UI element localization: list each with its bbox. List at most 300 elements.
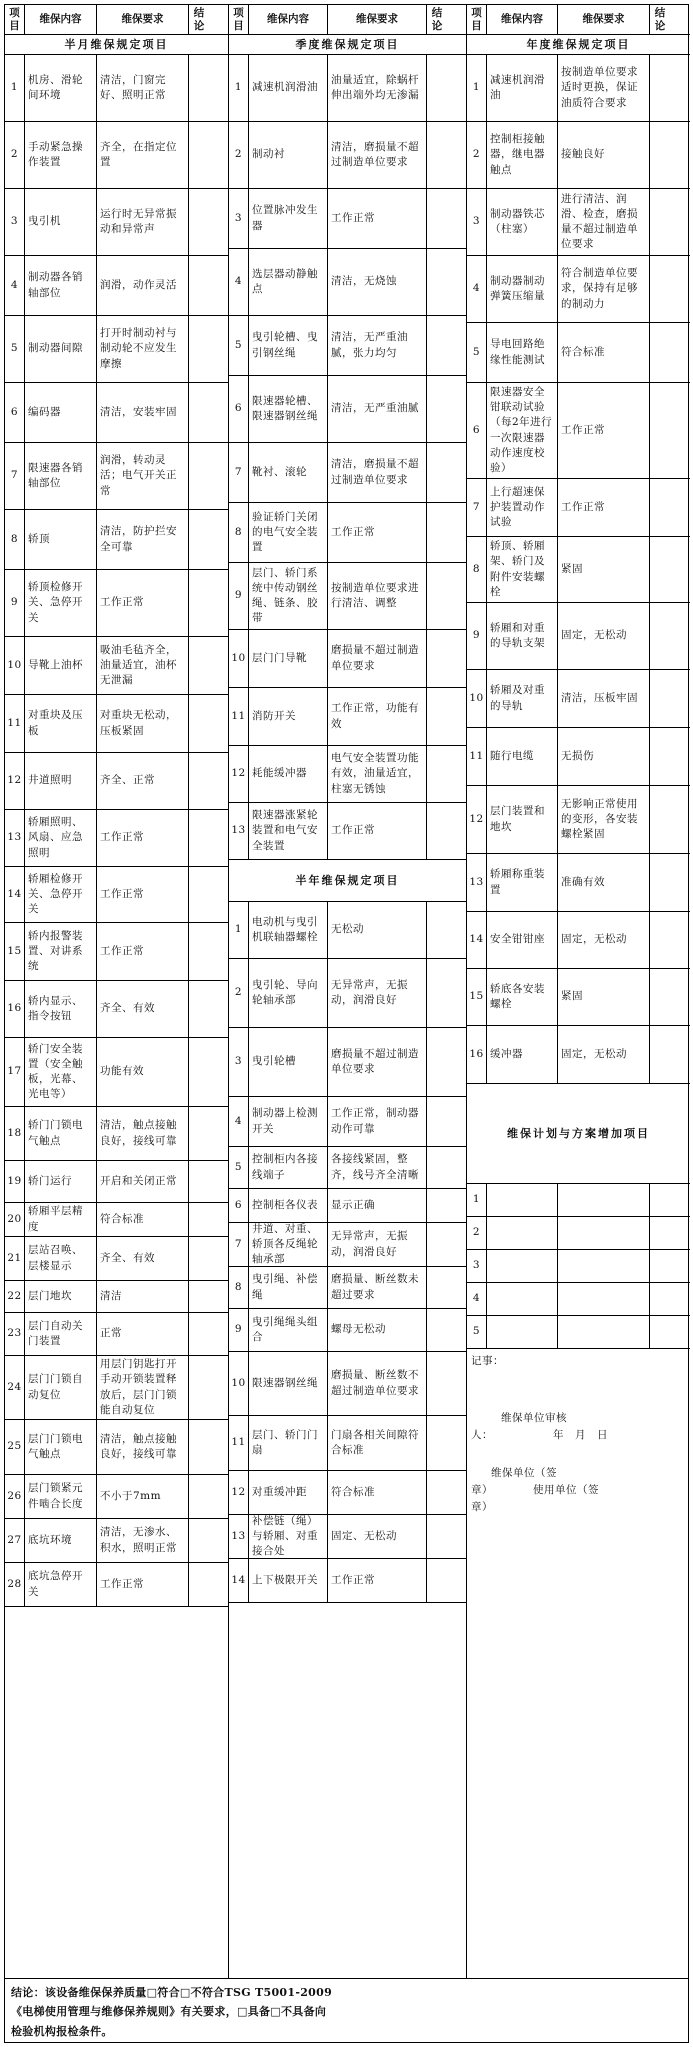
table-row: [467, 728, 690, 786]
item-conclusion[interactable]: [650, 55, 670, 121]
item-requirement: [558, 1250, 650, 1282]
item-number: 18: [5, 1107, 25, 1160]
item-conclusion[interactable]: [427, 959, 447, 1027]
item-requirement: 无损伤: [558, 728, 650, 785]
quarter-half-year-column: [229, 5, 467, 1978]
item-conclusion[interactable]: [427, 1515, 447, 1558]
table-row: [229, 746, 466, 803]
item-number: 13: [467, 854, 487, 911]
section-title: [467, 35, 690, 55]
item-conclusion[interactable]: [427, 688, 447, 745]
item-conclusion[interactable]: [189, 1038, 209, 1106]
item-content: 轿门运行: [25, 1161, 97, 1202]
item-requirement: 齐全、正常: [97, 753, 189, 809]
item-number: 6: [229, 376, 249, 442]
item-requirement: 进行清洁、润滑、检查，磨损量不超过制造单位要求: [558, 189, 650, 255]
item-conclusion[interactable]: [189, 810, 209, 866]
section-title-text: 半年维保规定项目: [295, 873, 400, 887]
item-requirement: 清洁，门窗完好、照明正常: [97, 55, 189, 121]
item-conclusion[interactable]: [650, 854, 670, 911]
item-content: 靴衬、滚轮: [249, 443, 328, 502]
item-conclusion[interactable]: [189, 570, 209, 636]
item-requirement: 电气安全装置功能有效，油量适宜，柱塞无锈蚀: [328, 746, 427, 802]
item-content: 限速器安全钳联动试验（每2年进行一次限速器动作速度校验）: [487, 383, 558, 478]
item-conclusion[interactable]: [189, 122, 209, 188]
item-requirement: 准确有效: [558, 854, 650, 911]
item-conclusion[interactable]: [427, 503, 447, 562]
item-content: 制动器各销轴部位: [25, 256, 97, 315]
table-row: [229, 249, 466, 316]
item-requirement: 显示正确: [328, 1189, 427, 1222]
item-number: 28: [5, 1563, 25, 1606]
item-content: 曳引轮槽、曳引钢丝绳: [249, 316, 328, 375]
item-conclusion[interactable]: [650, 537, 670, 602]
table-row: [5, 753, 228, 810]
table-row: [467, 1026, 690, 1084]
item-content: 层站召唤、层楼显示: [25, 1237, 97, 1280]
item-requirement: [558, 1316, 650, 1348]
table-row: [229, 1189, 466, 1223]
conclusion-line-1: 结论：该设备维保保养质量□符合□不符合TSG T5001-2009: [11, 1986, 333, 1999]
item-number: 11: [467, 728, 487, 785]
item-requirement: [558, 1283, 650, 1315]
item-content: 选层器动静触点: [249, 249, 328, 315]
item-conclusion[interactable]: [189, 1519, 209, 1562]
item-number: 8: [467, 537, 487, 602]
item-conclusion[interactable]: [189, 753, 209, 809]
conclusion-line-2: 《电梯使用管理与维修保养规则》有关要求，□具备□不具备向: [11, 2005, 327, 2019]
item-number: 11: [229, 1416, 249, 1470]
item-number: 12: [229, 746, 249, 802]
table-row: [5, 189, 228, 256]
item-conclusion[interactable]: [189, 695, 209, 752]
item-content: 轿厢照明、风扇、应急照明: [25, 810, 97, 866]
item-content: 上行超速保护装置动作试验: [487, 479, 558, 536]
table-row: [5, 810, 228, 867]
table-row: [229, 1309, 466, 1352]
item-conclusion[interactable]: [650, 728, 670, 785]
item-requirement: 工作正常: [558, 479, 650, 536]
item-number: 14: [229, 1559, 249, 1602]
item-content: 导靴上油杯: [25, 637, 97, 694]
item-requirement: 符合标准: [328, 1471, 427, 1514]
item-content: 井道照明: [25, 753, 97, 809]
item-number: 6: [229, 1189, 249, 1222]
item-content: 层门地坎: [25, 1281, 97, 1312]
conclusion-line-3: 检验机构报检条件。: [11, 2024, 113, 2038]
item-conclusion[interactable]: [427, 1309, 447, 1351]
item-content: 安全钳钳座: [487, 912, 558, 968]
item-conclusion[interactable]: [650, 1026, 670, 1083]
item-conclusion[interactable]: [189, 510, 209, 569]
item-number: 3: [467, 189, 487, 255]
item-conclusion[interactable]: [650, 323, 670, 382]
item-conclusion[interactable]: [427, 443, 447, 502]
table-row: [229, 1515, 466, 1559]
item-content: 消防开关: [249, 688, 328, 745]
item-requirement: 用层门钥匙打开手动开锁装置释放后，层门门锁能自动复位: [97, 1356, 189, 1419]
item-number: 7: [229, 443, 249, 502]
item-conclusion[interactable]: [427, 630, 447, 687]
table-row: [5, 1313, 228, 1356]
item-conclusion[interactable]: [189, 1161, 209, 1202]
item-content: 控制柜内各接线端子: [249, 1147, 328, 1188]
item-requirement: 开启和关闭正常: [97, 1161, 189, 1202]
item-conclusion[interactable]: [650, 1316, 670, 1348]
item-requirement: 工作正常: [328, 1559, 427, 1602]
item-requirement: 清洁，无严重油腻: [328, 376, 427, 442]
section-title-text: 年度维保规定项目: [526, 37, 631, 51]
item-conclusion[interactable]: [427, 1471, 447, 1514]
table-row: [467, 189, 690, 256]
item-requirement: 工作正常，制动器动作可靠: [328, 1097, 427, 1146]
item-conclusion[interactable]: [650, 603, 670, 669]
review-person: 人：: [471, 1428, 493, 1441]
table-row: [229, 902, 466, 959]
item-number: 27: [5, 1519, 25, 1562]
item-conclusion[interactable]: [427, 1189, 447, 1222]
item-content: 控制柜各仪表: [249, 1189, 328, 1222]
notes-area: [467, 1349, 690, 1978]
item-number: 8: [229, 1267, 249, 1308]
item-content: 上下极限开关: [249, 1559, 328, 1602]
item-number: 10: [5, 637, 25, 694]
use-unit-label: 使用单位（签: [533, 1484, 599, 1497]
item-requirement: 清洁，磨损量不超过制造单位要求: [328, 122, 427, 188]
table-row: [5, 1203, 228, 1237]
item-number: 8: [229, 503, 249, 562]
review-date: 年 月 日: [553, 1428, 608, 1441]
item-number: 24: [5, 1356, 25, 1419]
table-row: [229, 1028, 466, 1097]
item-conclusion[interactable]: [189, 1237, 209, 1280]
table-row: [5, 1107, 228, 1161]
item-requirement: 清洁，无渗水、积水，照明正常: [97, 1519, 189, 1562]
item-conclusion[interactable]: [427, 376, 447, 442]
item-number: 16: [467, 1026, 487, 1083]
item-requirement: 固定，无松动: [558, 912, 650, 968]
item-conclusion[interactable]: [650, 256, 670, 322]
item-number: 5: [229, 316, 249, 375]
item-conclusion[interactable]: [427, 1147, 447, 1188]
item-content: 轿底各安装螺栓: [487, 969, 558, 1025]
header-item: 项目: [229, 5, 249, 34]
item-requirement: 油量适宜，除蜗杆伸出端外均无渗漏: [328, 55, 427, 121]
item-conclusion[interactable]: [189, 637, 209, 694]
item-requirement: 紧固: [558, 537, 650, 602]
item-content: 耗能缓冲器: [249, 746, 328, 802]
item-conclusion[interactable]: [427, 1559, 447, 1602]
table-row: [467, 912, 690, 969]
table-row: [5, 637, 228, 695]
item-number: 1: [229, 902, 249, 958]
item-content: 补偿链（绳）与轿厢、对重接合处: [249, 1515, 328, 1558]
item-number: 2: [229, 959, 249, 1027]
item-requirement: 无影响正常使用的变形，各安装螺栓紧固: [558, 786, 650, 853]
item-conclusion[interactable]: [650, 1283, 670, 1315]
item-conclusion[interactable]: [427, 1028, 447, 1096]
header-conclusion: 结论: [654, 7, 666, 32]
item-conclusion[interactable]: [650, 122, 670, 188]
section-title: [229, 35, 466, 55]
table-row: [467, 323, 690, 383]
item-conclusion[interactable]: [650, 479, 670, 536]
table-row: [467, 603, 690, 670]
item-content: 轿顶、轿厢架、轿门及附件安装螺栓: [487, 537, 558, 602]
item-conclusion[interactable]: [427, 1267, 447, 1308]
item-requirement: 清洁，压板牢固: [558, 670, 650, 727]
item-number: 10: [467, 670, 487, 727]
item-conclusion[interactable]: [427, 746, 447, 802]
item-number: 19: [5, 1161, 25, 1202]
conclusion: [5, 1978, 688, 2044]
item-conclusion[interactable]: [189, 867, 209, 922]
table-row: [229, 376, 466, 443]
table-row: [229, 630, 466, 688]
item-requirement: 磨损量不超过制造单位要求: [328, 1028, 427, 1096]
item-conclusion[interactable]: [427, 1223, 447, 1266]
item-number: 2: [467, 1217, 487, 1249]
item-requirement: 清洁，防护拦安全可靠: [97, 510, 189, 569]
item-conclusion[interactable]: [427, 55, 447, 121]
item-conclusion[interactable]: [189, 923, 209, 980]
section-title: [5, 35, 228, 55]
item-number: 4: [467, 256, 487, 322]
table-row: [5, 1519, 228, 1563]
item-requirement: 工作正常: [97, 570, 189, 636]
table-row: [467, 1184, 690, 1217]
item-conclusion[interactable]: [189, 1203, 209, 1236]
item-number: 8: [5, 510, 25, 569]
item-number: 20: [5, 1203, 25, 1236]
item-number: 2: [5, 122, 25, 188]
item-content: 手动紧急操作装置: [25, 122, 97, 188]
table-row: [5, 510, 228, 570]
item-requirement: 工作正常: [97, 867, 189, 922]
item-number: 3: [229, 1028, 249, 1096]
item-conclusion[interactable]: [189, 1107, 209, 1160]
item-conclusion[interactable]: [189, 316, 209, 382]
header-row: [229, 5, 466, 35]
item-requirement: 润滑，动作灵活: [97, 256, 189, 315]
item-content: 轿内报警装置、对讲系统: [25, 923, 97, 980]
header-row: [467, 5, 690, 35]
item-content: 缓冲器: [487, 1026, 558, 1083]
item-requirement: 按制造单位要求适时更换，保证油质符合要求: [558, 55, 650, 121]
table-row: [5, 443, 228, 510]
sign-seal-2: 章）: [471, 1500, 493, 1513]
item-number: 3: [467, 1250, 487, 1282]
item-number: 12: [467, 786, 487, 853]
item-conclusion[interactable]: [427, 189, 447, 248]
item-conclusion[interactable]: [189, 1313, 209, 1355]
item-conclusion[interactable]: [427, 316, 447, 375]
item-conclusion[interactable]: [189, 256, 209, 315]
table-row: [229, 688, 466, 746]
item-number: 4: [467, 1283, 487, 1315]
table-row: [229, 122, 466, 189]
item-number: 4: [229, 249, 249, 315]
item-conclusion[interactable]: [189, 1356, 209, 1419]
item-content: 对重块及压板: [25, 695, 97, 752]
table-row: [467, 670, 690, 728]
item-requirement: 工作正常: [97, 1563, 189, 1606]
item-requirement: 接触良好: [558, 122, 650, 188]
item-content: 层门门锁自动复位: [25, 1356, 97, 1419]
item-number: 2: [467, 122, 487, 188]
table-row: [5, 695, 228, 753]
item-requirement: 磨损量、断丝数未超过要求: [328, 1267, 427, 1308]
table-row: [229, 189, 466, 249]
item-conclusion[interactable]: [189, 1475, 209, 1518]
item-requirement: 磨损量、断丝数不超过制造单位要求: [328, 1352, 427, 1415]
section-title: [229, 860, 466, 902]
item-conclusion[interactable]: [650, 912, 670, 968]
half-month-column: [5, 5, 229, 1978]
sign-seal-1: 章）: [471, 1484, 493, 1497]
item-conclusion[interactable]: [189, 1281, 209, 1312]
item-requirement: 不小于7mm: [97, 1475, 189, 1518]
item-number: 17: [5, 1038, 25, 1106]
item-requirement: 吸油毛毡齐全，油量适宜，油杯无泄漏: [97, 637, 189, 694]
item-requirement: 紧固: [558, 969, 650, 1025]
item-conclusion[interactable]: [189, 1420, 209, 1474]
item-conclusion[interactable]: [427, 902, 447, 958]
item-conclusion[interactable]: [427, 1097, 447, 1146]
item-conclusion[interactable]: [427, 563, 447, 629]
table-row: [5, 570, 228, 637]
item-content: [487, 1184, 558, 1216]
item-requirement: 清洁，无烧蚀: [328, 249, 427, 315]
item-conclusion[interactable]: [650, 383, 670, 478]
item-content: 曳引绳、补偿绳: [249, 1267, 328, 1308]
item-requirement: 工作正常: [558, 383, 650, 478]
item-content: 轿内显示、指令按钮: [25, 981, 97, 1037]
item-content: 制动器铁芯（柱塞）: [487, 189, 558, 255]
item-conclusion[interactable]: [427, 249, 447, 315]
item-number: 4: [229, 1097, 249, 1146]
item-requirement: 工作正常: [328, 503, 427, 562]
table-row: [229, 1147, 466, 1189]
item-content: 限速器钢丝绳: [249, 1352, 328, 1415]
table-row: [5, 383, 228, 443]
item-number: 1: [229, 55, 249, 121]
table-row: [5, 1281, 228, 1313]
table-row: [467, 537, 690, 603]
item-content: 层门装置和地坎: [487, 786, 558, 853]
item-content: 限速器各销轴部位: [25, 443, 97, 509]
item-content: 制动衬: [249, 122, 328, 188]
item-content: 对重缓冲距: [249, 1471, 328, 1514]
item-content: 随行电缆: [487, 728, 558, 785]
item-content: [487, 1250, 558, 1282]
item-requirement: 符合制造单位要求，保持有足够的制动力: [558, 256, 650, 322]
item-number: 1: [467, 55, 487, 121]
header-content: 维保内容: [25, 5, 97, 34]
item-content: 轿门安全装置（安全触板，光幕、光电等）: [25, 1038, 97, 1106]
item-content: [487, 1217, 558, 1249]
item-conclusion[interactable]: [427, 803, 447, 859]
maintenance-record-table: [4, 4, 689, 2043]
table-row: [467, 1217, 690, 1250]
table-row: [229, 443, 466, 503]
item-number: 15: [467, 969, 487, 1025]
item-conclusion[interactable]: [427, 1416, 447, 1470]
item-content: 制动器上检测开关: [249, 1097, 328, 1146]
item-requirement: 固定，无松动: [558, 1026, 650, 1083]
item-requirement: 符合标准: [97, 1203, 189, 1236]
item-conclusion[interactable]: [427, 122, 447, 188]
item-requirement: 工作正常，功能有效: [328, 688, 427, 745]
item-content: 层门门导靴: [249, 630, 328, 687]
item-requirement: 齐全、有效: [97, 1237, 189, 1280]
item-content: 底坑环境: [25, 1519, 97, 1562]
header-requirement: 维保要求: [97, 5, 189, 34]
item-requirement: 螺母无松动: [328, 1309, 427, 1351]
table-row: [229, 316, 466, 376]
item-requirement: 固定，无松动: [558, 603, 650, 669]
item-content: 限速器涨紧轮装置和电气安全装置: [249, 803, 328, 859]
table-row: [467, 479, 690, 537]
item-requirement: 各接线紧固，整齐，线号齐全清晰: [328, 1147, 427, 1188]
item-conclusion[interactable]: [650, 969, 670, 1025]
table-row: [467, 786, 690, 854]
item-conclusion[interactable]: [189, 981, 209, 1037]
item-conclusion[interactable]: [650, 670, 670, 727]
item-conclusion[interactable]: [189, 443, 209, 509]
item-requirement: 清洁，无严重油腻，张力均匀: [328, 316, 427, 375]
item-content: [487, 1283, 558, 1315]
item-conclusion[interactable]: [427, 1352, 447, 1415]
remark-label: 记事：: [471, 1355, 504, 1367]
item-number: 9: [5, 570, 25, 636]
item-content: 轿厢平层精度: [25, 1203, 97, 1236]
item-conclusion[interactable]: [189, 383, 209, 442]
item-number: 15: [5, 923, 25, 980]
item-number: 5: [467, 323, 487, 382]
item-content: 层门、轿门门扇: [249, 1416, 328, 1470]
item-requirement: 清洁，触点接触良好，接线可靠: [97, 1107, 189, 1160]
table-row: [467, 383, 690, 479]
header-requirement: 维保要求: [328, 5, 427, 34]
item-number: 1: [5, 55, 25, 121]
item-conclusion[interactable]: [189, 1563, 209, 1606]
item-conclusion[interactable]: [650, 189, 670, 255]
item-number: 7: [229, 1223, 249, 1266]
item-requirement: 固定、无松动: [328, 1515, 427, 1558]
item-conclusion[interactable]: [650, 786, 670, 853]
table-row: [467, 55, 690, 122]
item-requirement: 润滑，转动灵活；电气开关正常: [97, 443, 189, 509]
item-number: 21: [5, 1237, 25, 1280]
table-row: [229, 1352, 466, 1416]
table-row: [229, 55, 466, 122]
item-requirement: 运行时无异常振动和异常声: [97, 189, 189, 255]
item-number: 22: [5, 1281, 25, 1312]
item-number: 1: [467, 1184, 487, 1216]
item-number: 12: [5, 753, 25, 809]
table-row: [5, 1475, 228, 1519]
item-content: 曳引轮、导向轮轴承部: [249, 959, 328, 1027]
item-requirement: 无异常声，无振动，润滑良好: [328, 1223, 427, 1266]
header-requirement: 维保要求: [558, 5, 650, 34]
item-conclusion[interactable]: [189, 189, 209, 255]
item-conclusion[interactable]: [650, 1184, 670, 1216]
item-content: 曳引机: [25, 189, 97, 255]
item-conclusion[interactable]: [189, 55, 209, 121]
item-conclusion[interactable]: [650, 1250, 670, 1282]
item-conclusion[interactable]: [650, 1217, 670, 1249]
